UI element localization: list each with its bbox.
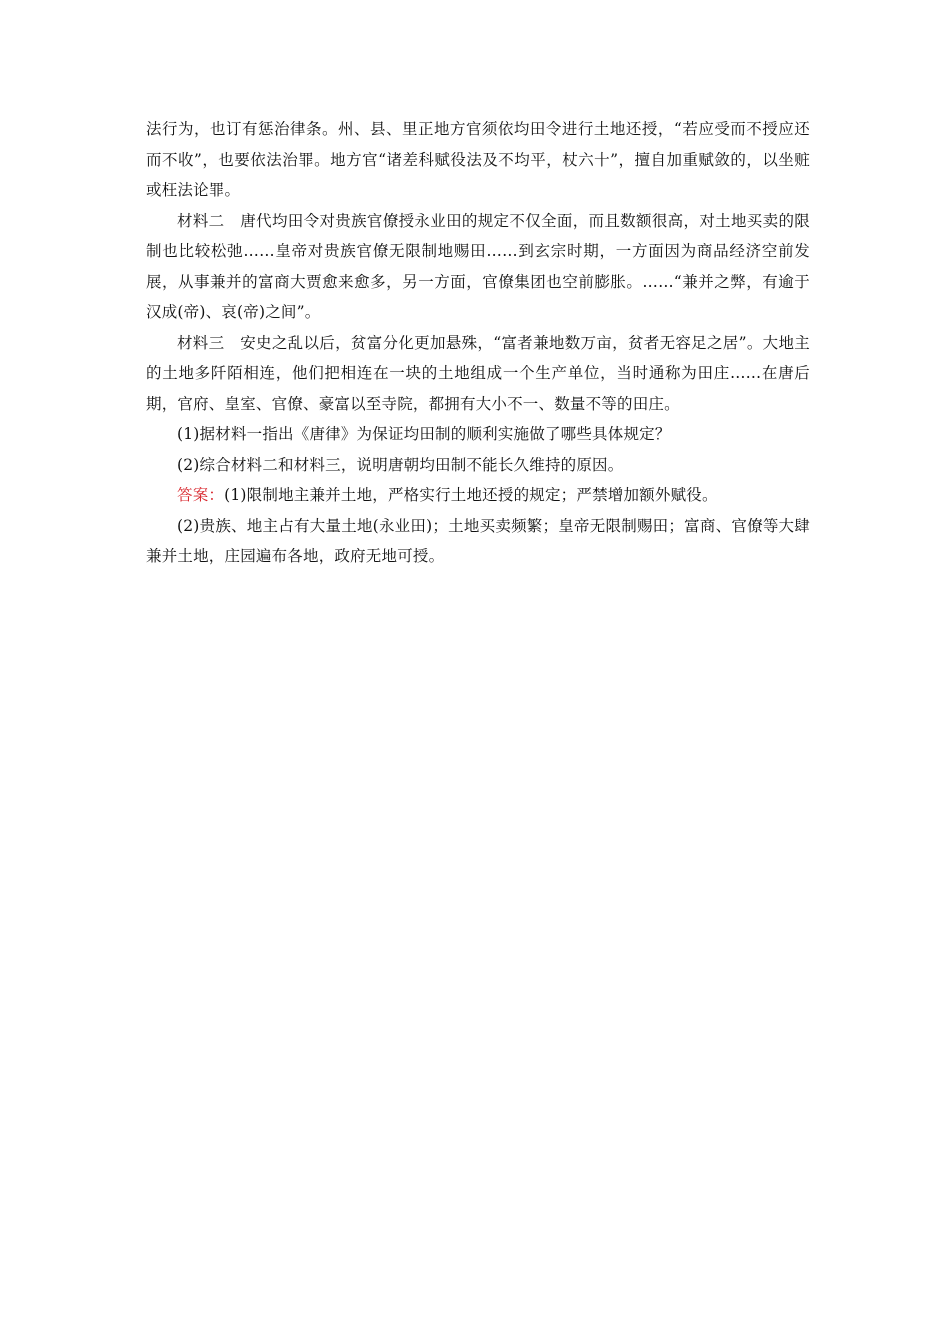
document-page [146, 114, 810, 572]
question-2: (2)综合材料二和材料三，说明唐朝均田制不能长久维持的原因。 [177, 455, 624, 474]
answer-label: 答案： [177, 486, 225, 504]
material-2-paragraph: 材料二 唐代均田令对贵族官僚授永业田的规定不仅全面，而且数额很高，对土地买卖的限制也比较松弛……皇帝对贵族官僚无限制地赐田……到玄宗时期，一方面因为商品经济空前发展，从事兼并的富商大贾愈来愈多，另一方面，官僚集团也空前膨胀。……“兼并之弊，有逾于汉成(帝)、哀(帝)之间”。 [146, 211, 810, 321]
question-1: (1)据材料一指出《唐律》为保证均田制的顺利实施做了哪些具体规定？ [177, 425, 671, 443]
material-3-paragraph: 材料三 安史之乱以后，贫富分化更加悬殊，“富者兼地数万亩，贫者无容足之居”。大地主的土地多阡陌相连，他们把相连在一块的土地组成一个生产单位，当时通称为田庄……在唐后期，官府、皇室、官僚、豪富以至寺院，都拥有大小不一、数量不等的田庄。 [146, 333, 810, 413]
answer-1-paragraph [146, 480, 810, 511]
answer-1-text: (1)限制地主兼并土地，严格实行土地还授的规定；严禁增加额外赋役。 [224, 486, 718, 504]
material-1-continuation: 法行为，也订有惩治律条。州、县、里正地方官须依均田令进行土地还授，“若应受而不授应还而不收”，也要依法治罪。地方官“诸差科赋役法及不均平，杖六十”，擅自加重赋敛的，以坐赃或枉法论罪。 [146, 120, 810, 199]
answer-2-paragraph: (2)贵族、地主占有大量土地(永业田)；土地买卖频繁；皇帝无限制赐田；富商、官僚等大肆兼并土地，庄园遍布各地，政府无地可授。 [146, 516, 810, 565]
